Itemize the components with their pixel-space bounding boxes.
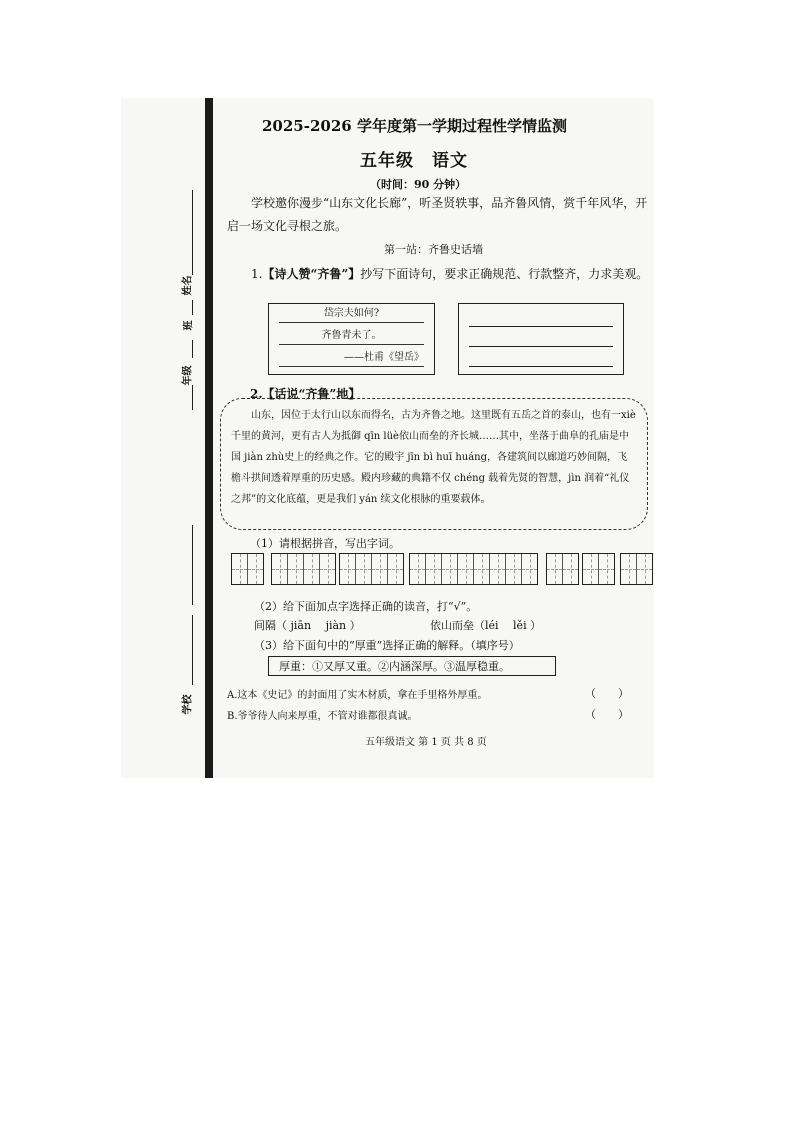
exam-time: （时间：90 分钟） (370, 178, 467, 191)
class-line (192, 300, 193, 315)
sub-question-2: （2）给下面加点字选择正确的读音，打“√”。 (254, 600, 478, 613)
sentence-a: A.这本《史记》的封面用了实木材质，拿在手里格外厚重。 (227, 690, 488, 701)
answer-grid-jinbihuihuang[interactable] (409, 553, 538, 585)
answer-blank-b[interactable]: （ ） (585, 708, 629, 721)
name-label: 姓名 (182, 275, 194, 296)
pronunciation-item-2[interactable]: 依山而垒（léi lěi ） (430, 619, 542, 632)
class-label: 班 (183, 320, 195, 331)
exam-subtitle: 五年级 语文 (360, 151, 468, 171)
grade-line (192, 340, 193, 358)
grade-label: 年级 (182, 365, 194, 386)
q1-number: 1. (251, 267, 263, 281)
poem-line-2: 齐鲁青未了。 (279, 328, 424, 345)
writing-box[interactable] (458, 303, 624, 375)
intro-text: 学校邀你漫步“山东文化长廊”，听圣贤轶事，品齐鲁风情，赏千年风华，开启一场文化寻根之旅。 (227, 196, 648, 233)
station-title: 第一站：齐鲁史话墙 (384, 243, 483, 256)
grade-line-2 (192, 385, 193, 410)
school-line (192, 525, 193, 605)
sub-question-3: （3）给下面句中的“厚重”选择正确的解释。（填序号） (254, 639, 520, 652)
answer-grid-jin[interactable] (582, 553, 615, 585)
name-line (192, 190, 193, 275)
poem-line-1: 岱宗夫如何? (279, 306, 424, 323)
poem-box (268, 303, 435, 375)
answer-grid-qinlue[interactable] (271, 553, 336, 585)
answer-grid-cheng[interactable] (546, 553, 579, 585)
writing-line-2[interactable] (469, 346, 613, 347)
binding-strip (205, 98, 213, 778)
definition-box: 厚重：①又厚又重。②内涵深厚。③温厚稳重。 (268, 656, 556, 676)
poem-line-3: ——杜甫《望岳》 (279, 350, 424, 367)
sub-question-1: （1）请根据拼音，写出字词。 (250, 537, 400, 550)
answer-blank-a[interactable]: （ ） (585, 687, 629, 700)
pronunciation-item-1[interactable]: 间隔（ jiān jiàn ） (254, 619, 361, 632)
passage-box (220, 398, 648, 530)
sentence-b: B.爷爷待人向来厚重，不管对谁都很真诚。 (227, 711, 418, 722)
question-2-title: 2.【话说“齐鲁”地】 (250, 387, 361, 401)
writing-line-3[interactable] (469, 366, 613, 367)
school-line-2 (192, 615, 193, 685)
school-label: 学校 (182, 694, 194, 715)
q1-tag: 【诗人赞“齐鲁”】 (262, 267, 361, 281)
writing-line-1[interactable] (469, 326, 613, 327)
question-1 (227, 263, 657, 285)
answer-grid-jianzhu[interactable] (339, 553, 404, 585)
answer-grid-xie[interactable] (231, 553, 264, 585)
passage-text: 山东，因位于太行山以东而得名，古为齐鲁之地。这里既有五岳之首的泰山，也有一xiè千里的黄河，更有古人为抵御 qīn lüè依山而垒的齐长城……其中，坐落于曲阜的孔庙是中国 jiàn zhù史上的经典之作。它的殿宇 jīn bì huī huáng，各建筑间以廊道巧妙间隔，飞檐斗拱间透着厚重的历史感。殿内珍藏的典籍不仅 chéng 载着先贤的智慧，jìn 润着“礼仪之邦”的文化底蕴，更是我们 yán 续文化根脉的重要载体。 (231, 410, 636, 505)
exam-title: 2025-2026 学年度第一学期过程性学情监测 (262, 117, 567, 135)
q1-text: 抄写下面诗句，要求正确规范、行款整齐，力求美观。 (360, 267, 649, 281)
page-footer: 五年级语文 第 1 页 共 8 页 (365, 737, 487, 748)
answer-grid-yan[interactable] (620, 553, 653, 585)
